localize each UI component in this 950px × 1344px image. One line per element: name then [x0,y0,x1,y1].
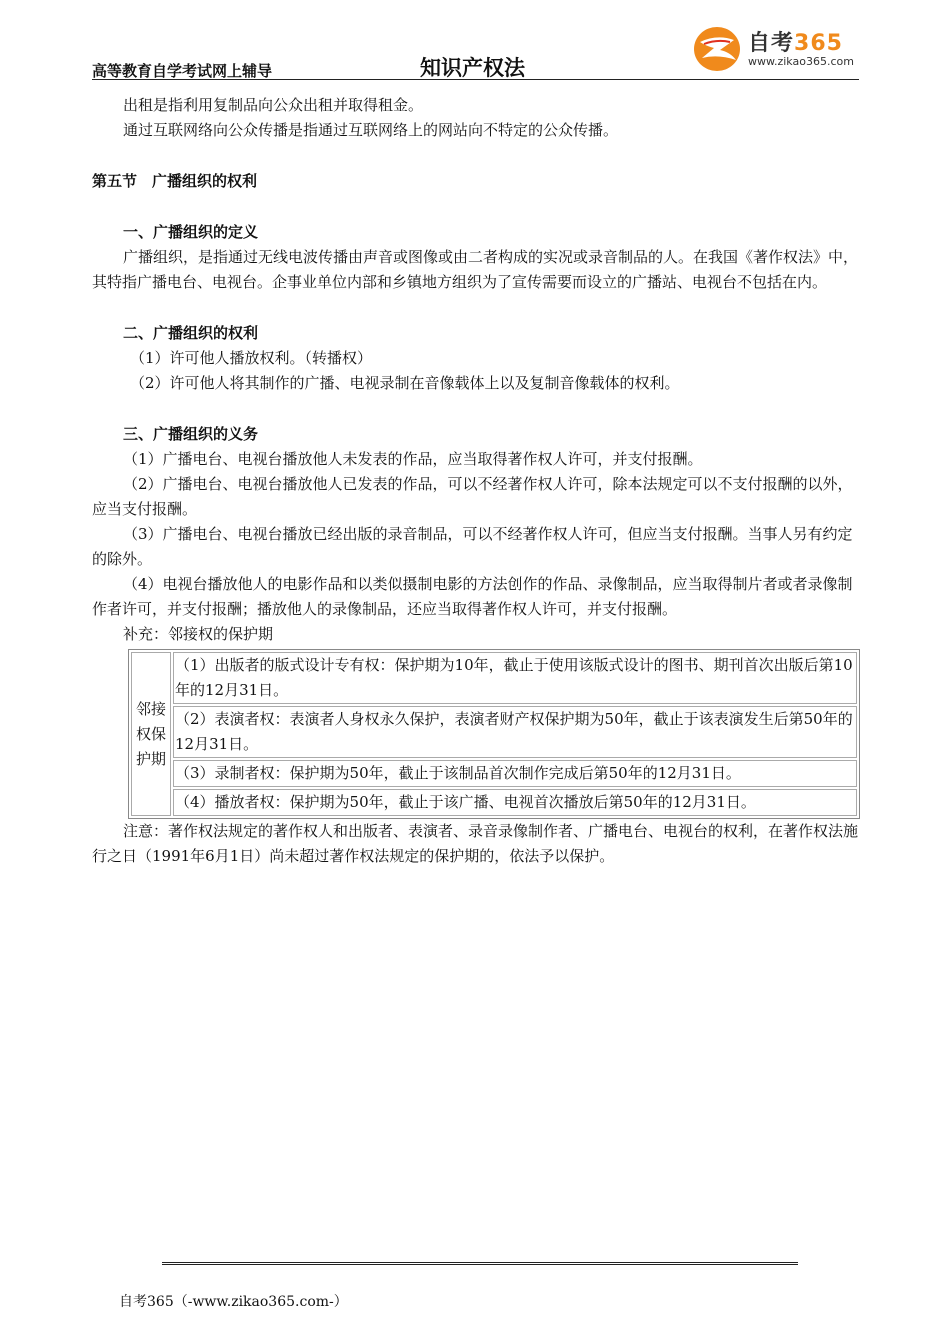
table-label-cell: 邻接权保护期 [131,652,171,816]
header-divider [92,79,859,80]
rights-item-2: （2）许可他人将其制作的广播、电视录制在音像载体上以及复制音像载体的权利。 [130,374,680,392]
table-cell: （1）出版者的版式设计专有权：保护期为10年，截止于使用该版式设计的图书、期刊首次出版后第10年的12月31日。 [173,652,857,704]
table-cell: （2）表演者权：表演者人身权永久保护，表演者财产权保护期为50年，截止于该表演发生后第50年的12月31日。 [173,706,857,758]
table-row [131,789,857,816]
protection-period-table [128,649,860,819]
paragraph-rent: 出租是指利用复制品向公众出租并取得租金。 [123,96,424,114]
table-row [131,706,857,758]
header-left-title: 高等教育自学考试网上辅导 [92,62,273,80]
footer-text: 自考365（-www.zikao365.com-） [119,1294,348,1310]
subsection-heading-2: 二、广播组织的权利 [123,324,259,342]
subsection-heading-1: 一、广播组织的定义 [123,223,259,241]
rights-item-1: （1）许可他人播放权利。（转播权） [130,349,373,367]
subsection-1-text: 广播组织，是指通过无线电波传播由声音或图像或由二者构成的实况或录音制品的人。在我国《著作权法》中，其特指广播电台、电视台。企事业单位内部和乡镇地方组织为了宣传需要而设立的广播站、电视台不包括在内。 [92,248,859,291]
note-paragraph: 注意：著作权法规定的著作权人和出版者、表演者、录音录像制作者、广播电台、电视台的权利，在著作权法施行之日（1991年6月1日）尚未超过著作权法规定的保护期的，依法予以保护。 [92,822,859,865]
table-row [131,652,857,704]
logo-text [748,26,843,57]
paragraph-internet: 通过互联网络向公众传播是指通过互联网络上的网站向不特定的公众传播。 [123,121,619,139]
table-row [131,760,857,787]
supplement-label: 补充：邻接权的保护期 [123,625,274,643]
table-cell: （3）录制者权：保护期为50年，截止于该制品首次制作完成后第50年的12月31日。 [173,760,857,787]
document-title: 知识产权法 [420,55,525,80]
duty-item-4: （4）电视台播放他人的电影作品和以类似摄制电影的方法创作的作品、录像制品，应当取得制片者或者录像制作者许可，并支付报酬；播放他人的录像制品，还应当取得著作权人许可，并支付报酬。 [92,575,853,618]
footer-divider [162,1262,798,1265]
logo-text-zikao: 自考 [748,31,795,56]
logo-url: www.zikao365.com [748,55,854,68]
document-body [92,93,860,869]
duty-item-3: （3）广播电台、电视台播放已经出版的录音制品，可以不经著作权人许可，但应当支付报酬。当事人另有约定的除外。 [92,525,853,568]
section-title: 第五节 广播组织的权利 [92,172,258,190]
duty-item-1: （1）广播电台、电视台播放他人未发表的作品，应当取得著作权人许可，并支付报酬。 [123,450,703,468]
duty-item-2: （2）广播电台、电视台播放他人已发表的作品，可以不经著作权人许可，除本法规定可以不支付报酬的以外，应当支付报酬。 [92,475,853,518]
logo-text-365: 365 [794,31,843,56]
subsection-heading-3: 三、广播组织的义务 [123,425,259,443]
table-cell: （4）播放者权：保护期为50年，截止于该广播、电视首次播放后第50年的12月31日。 [173,789,857,816]
